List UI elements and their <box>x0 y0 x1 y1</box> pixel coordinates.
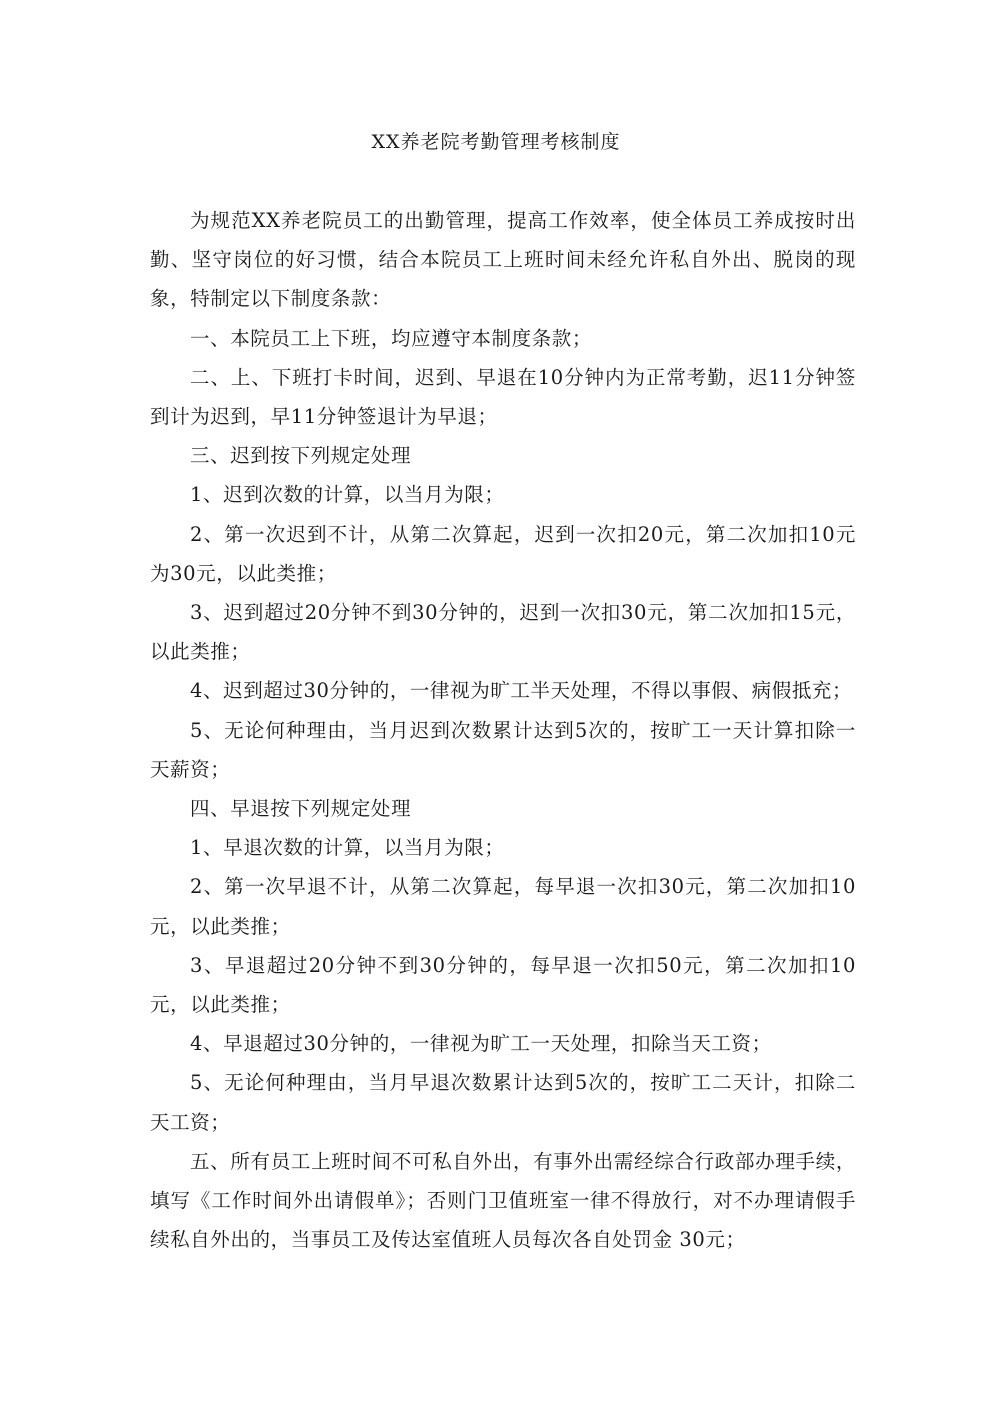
paragraph-early-rule-5: 5、无论何种理由，当月早退次数累计达到5次的，按旷工二天计，扣除二天工资； <box>150 1071 856 1134</box>
paragraph-late-rule-3: 3、迟到超过20分钟不到30分钟的，迟到一次扣30元，第二次加扣15元，以此类推； <box>150 601 856 664</box>
document-body <box>150 201 856 1259</box>
document-title: XX养老院考勤管理考核制度 <box>371 131 621 153</box>
paragraph-clause-5: 五、所有员工上班时间不可私自外出，有事外出需经综合行政部办理手续，填写《工作时间外出请假单》；否则门卫值班室一律不得放行，对不办理请假手续私自外出的，当事员工及传达室值班人员每次各自处罚金 30元； <box>150 1149 856 1252</box>
paragraph-late-rule-2: 2、第一次迟到不计，从第二次算起，迟到一次扣20元，第二次加扣10元为30元，以此类推； <box>150 522 856 585</box>
paragraph-late-rule-1: 1、迟到次数的计算，以当月为限； <box>190 483 505 507</box>
paragraph-clause-1: 一、本院员工上下班，均应遵守本制度条款； <box>190 326 593 350</box>
paragraph-early-rule-2: 2、第一次早退不计，从第二次算起，每早退一次扣30元，第二次加扣10元，以此类推； <box>150 875 856 938</box>
paragraph-clause-4-heading: 四、早退按下列规定处理 <box>190 797 412 821</box>
paragraph-early-rule-3: 3、早退超过20分钟不到30分钟的，每早退一次扣50元，第二次加扣10元，以此类推； <box>150 953 856 1017</box>
paragraph-early-rule-1: 1、早退次数的计算，以当月为限； <box>190 836 505 860</box>
paragraph-clause-2: 二、上、下班打卡时间，迟到、早退在10分钟内为正常考勤，迟11分钟签到计为迟到，早11分钟签退计为早退； <box>150 365 856 429</box>
paragraph-late-rule-4: 4、迟到超过30分钟的，一律视为旷工半天处理，不得以事假、病假抵充； <box>190 679 853 703</box>
paragraph-early-rule-4: 4、早退超过30分钟的，一律视为旷工一天处理，扣除当天工资； <box>190 1032 772 1056</box>
paragraph-clause-3-heading: 三、迟到按下列规定处理 <box>190 444 412 468</box>
paragraph-late-rule-5: 5、无论何种理由，当月迟到次数累计达到5次的，按旷工一天计算扣除一天薪资； <box>150 718 856 781</box>
paragraph-intro: 为规范XX养老院员工的出勤管理，提高工作效率，使全体员工养成按时出勤、坚守岗位的好习惯，结合本院员工上班时间未经允许私自外出、脱岗的现象，特制定以下制度条款： <box>150 209 856 311</box>
